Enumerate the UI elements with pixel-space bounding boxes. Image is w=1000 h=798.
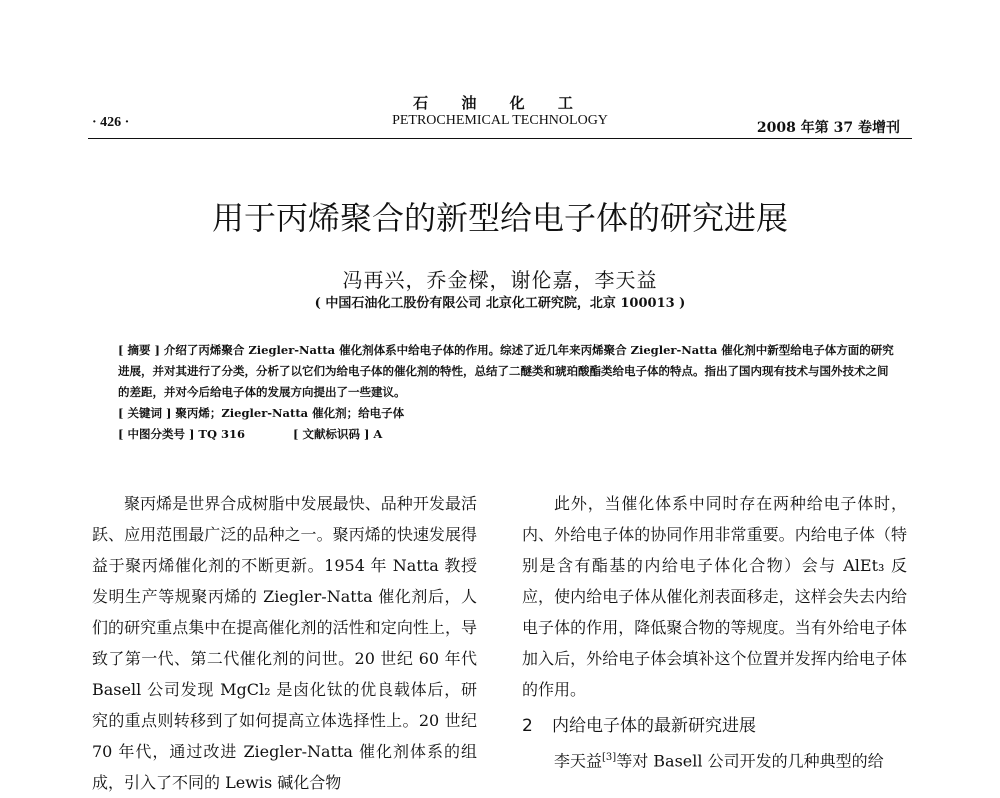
body-paragraph: 聚丙烯是世界合成树脂中发展最快、品种开发最活跃、应用范围最广泛的品种之一。聚丙烯的快速发展得益于聚丙烯催化剂的不断更新。1954 年 Natta 教授发明生产等规聚丙烯的 Ziegler-Natta 催化剂后，人们的研究重点集中在提高催化剂的活性和定向性上，导致了第一代、第二代催化剂的问世。20 世纪 60 年代 Basell 公司发现 MgCl₂ 是卤化钛的优良载体后，研究的重点则转移到了如何提高立体选择性上。20 世纪 70 年代，通过改进 Ziegler-Natta 催化剂体系的组成，引入了不同的 Lewis 碱化合物 — [92, 494, 477, 792]
journal-name-en: PETROCHEMICAL TECHNOLOGY — [392, 113, 608, 128]
abstract-text: 介绍了丙烯聚合 Ziegler-Natta 催化剂体系中给电子体的作用。综述了近几年来丙烯聚合 Ziegler-Natta 催化剂中新型给电子体方面的研究进展，并对其进行了分类，分析了以它们为给电子体的催化剂的特性，总结了二醚类和琥珀酸酯类给电子体的特点。指出了国内现有技术与国外技术之间的差距，并对今后给电子体的发展方向提出了一些建议。 — [118, 343, 894, 399]
page-number: · 426 · — [92, 115, 130, 130]
body-paragraph — [522, 742, 907, 776]
article-title: 用于丙烯聚合的新型给电子体的研究进展 — [211, 199, 788, 237]
citation-link[interactable]: [3] — [602, 752, 617, 763]
keywords-text: 聚丙烯；Ziegler-Natta 催化剂；给电子体 — [175, 406, 405, 420]
keywords-line — [118, 403, 898, 424]
header-rule — [88, 138, 912, 139]
abstract-block — [118, 340, 898, 445]
doc-code-value: A — [373, 427, 383, 441]
journal-name-cn: 石 油 化 工 — [413, 94, 587, 112]
classification-line — [118, 424, 898, 445]
abstract-paragraph — [118, 340, 898, 403]
authors: 冯再兴，乔金樑，谢伦嘉，李天益 — [342, 268, 658, 292]
body-column-left — [92, 488, 477, 798]
body-column-right — [522, 488, 907, 776]
body-text: 李天益 — [554, 751, 603, 771]
abstract-label: [ 摘要 ] — [118, 343, 160, 357]
body-paragraph: 此外，当催化体系中同时存在两种给电子体时，内、外给电子体的协同作用非常重要。内给电子体（特别是含有酯基的内给电子体化合物）会与 AlEt₃ 反应，使内给电子体从催化剂表面移走，这样会失去内给电子体的作用，降低聚合物的等规度。当有外给电子体加入后，外给电子体会填补这个位置并发挥内给电子体的作用。 — [522, 494, 907, 699]
keywords-label: [ 关键词 ] — [118, 406, 172, 420]
section-number: 2 — [522, 716, 533, 736]
body-text: 等对 Basell 公司开发的几种典型的给 — [616, 751, 884, 771]
section-heading — [522, 711, 907, 742]
section-title: 内给电子体的最新研究进展 — [552, 716, 756, 736]
class-value: TQ 316 — [198, 427, 245, 441]
class-label: [ 中图分类号 ] — [118, 427, 195, 441]
affiliation: ( 中国石油化工股份有限公司 北京化工研究院，北京 100013 ) — [314, 296, 686, 311]
doc-code-label: [ 文献标识码 ] — [293, 427, 370, 441]
issue-info: 2008 年第 37 卷增刊 — [756, 120, 900, 136]
